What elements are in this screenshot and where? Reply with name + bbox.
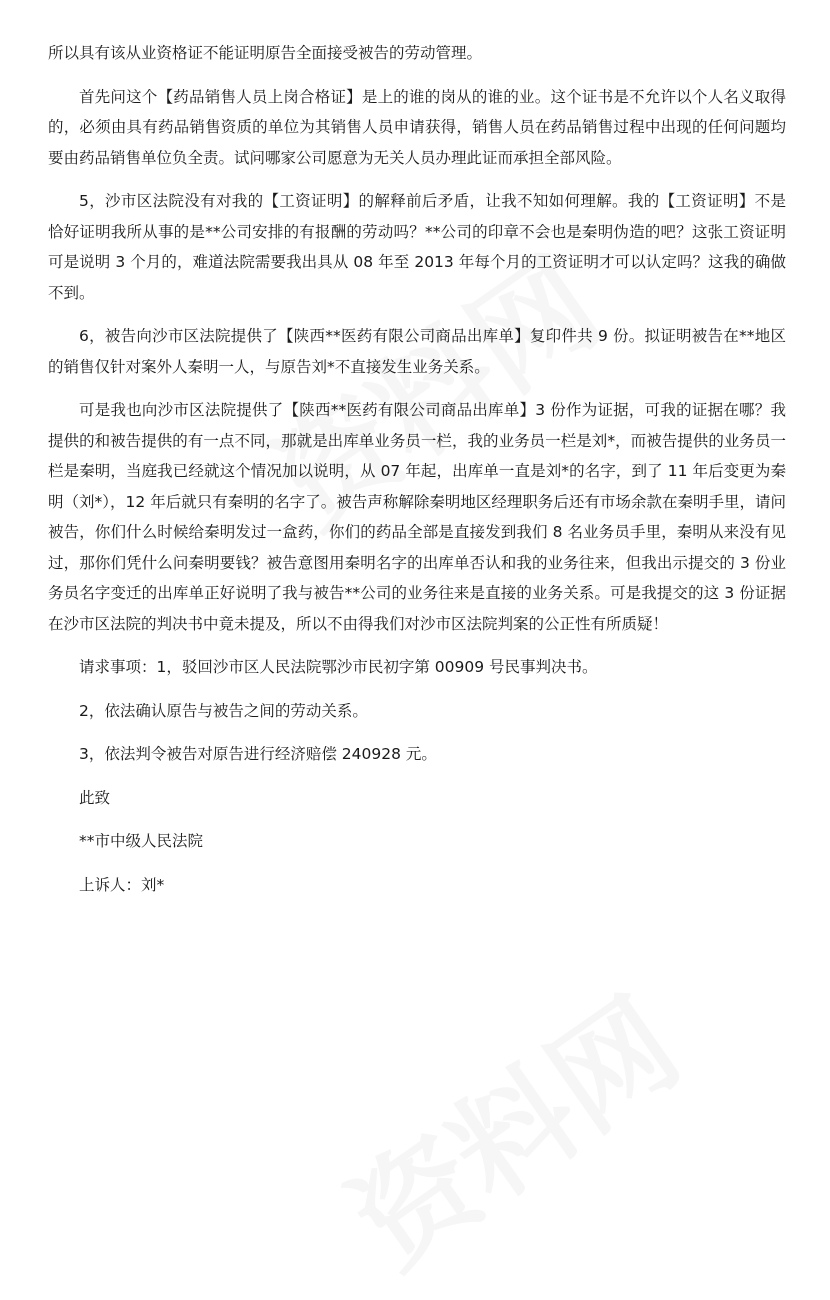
salutation: 此致 <box>79 788 111 807</box>
request-item-1: 请求事项：1，驳回沙市区人民法院鄂沙市民初字第 00909 号民事判决书。 <box>79 658 598 676</box>
paragraph-evidence: 可是我也向沙市区法院提供了【陕西**医药有限公司商品出库单】3 份作为证据，可我的证据在哪？我提供的和被告提供的有一点不同，那就是出库单业务员一栏，我的业务员一栏是刘*，而被告提供的业务员一栏是秦明，当庭我已经就这个情况加以说明，从 07 年起，出库单一直是刘*的名字，到了 11 年后变更为秦明（刘*），12 年后就只有秦明的名字了。被告声称解除秦明地区经理职务后还有市场余款在秦明手里，请问被告，你们什么时候给秦明发过一盒药，你们的药品全部是直接发到我们 8 名业务员手里，秦明从来没有见过，那你们凭什么问秦明要钱？被告意图用秦明名字的出库单否认和我的业务往来，但我出示提交的 3 份业务员名字变迁的出库单正好说明了我与被告**公司的业务往来是直接的业务关系。可是我提交的这 3 份证据在沙市区法院的判决书中竟未提及，所以不由得我们对沙市区法院判案的公正性有所质疑！ <box>48 401 786 633</box>
paragraph-certificate: 首先问这个【药品销售人员上岗合格证】是上的谁的岗从的谁的业。这个证书是不允许以个人名义取得的，必须由具有药品销售资质的单位为其销售人员申请获得，销售人员在药品销售过程中出现的任何问题均要由药品销售单位负全责。试问哪家公司愿意为无关人员办理此证而承担全部风险。 <box>48 87 786 167</box>
paragraph-point-6: 6，被告向沙市区法院提供了【陕西**医药有限公司商品出库单】复印件共 9 份。拟证明被告在**地区的销售仅针对案外人秦明一人，与原告刘*不直接发生业务关系。 <box>48 327 786 376</box>
request-item-3: 3，依法判令被告对原告进行经济赔偿 240928 元。 <box>79 745 437 763</box>
paragraph-point-5: 5，沙市区法院没有对我的【工资证明】的解释前后矛盾，让我不知如何理解。我的【工资证明】不是恰好证明我所从事的是**公司安排的有报酬的劳动吗？**公司的印章不会也是秦明伪造的吧？这张工资证明可是说明 3 个月的，难道法院需要我出具从 08 年至 2013 年每个月的工资证明才可以认定吗？这我的确做不到。 <box>48 192 786 302</box>
paragraph-continuation: 所以具有该从业资格证不能证明原告全面接受被告的劳动管理。 <box>48 44 483 62</box>
court-name: **市中级人民法院 <box>79 832 204 850</box>
appellant-signature: 上诉人：刘* <box>79 875 165 894</box>
request-item-2: 2，依法确认原告与被告之间的劳动关系。 <box>79 701 368 720</box>
watermark <box>313 952 707 1299</box>
